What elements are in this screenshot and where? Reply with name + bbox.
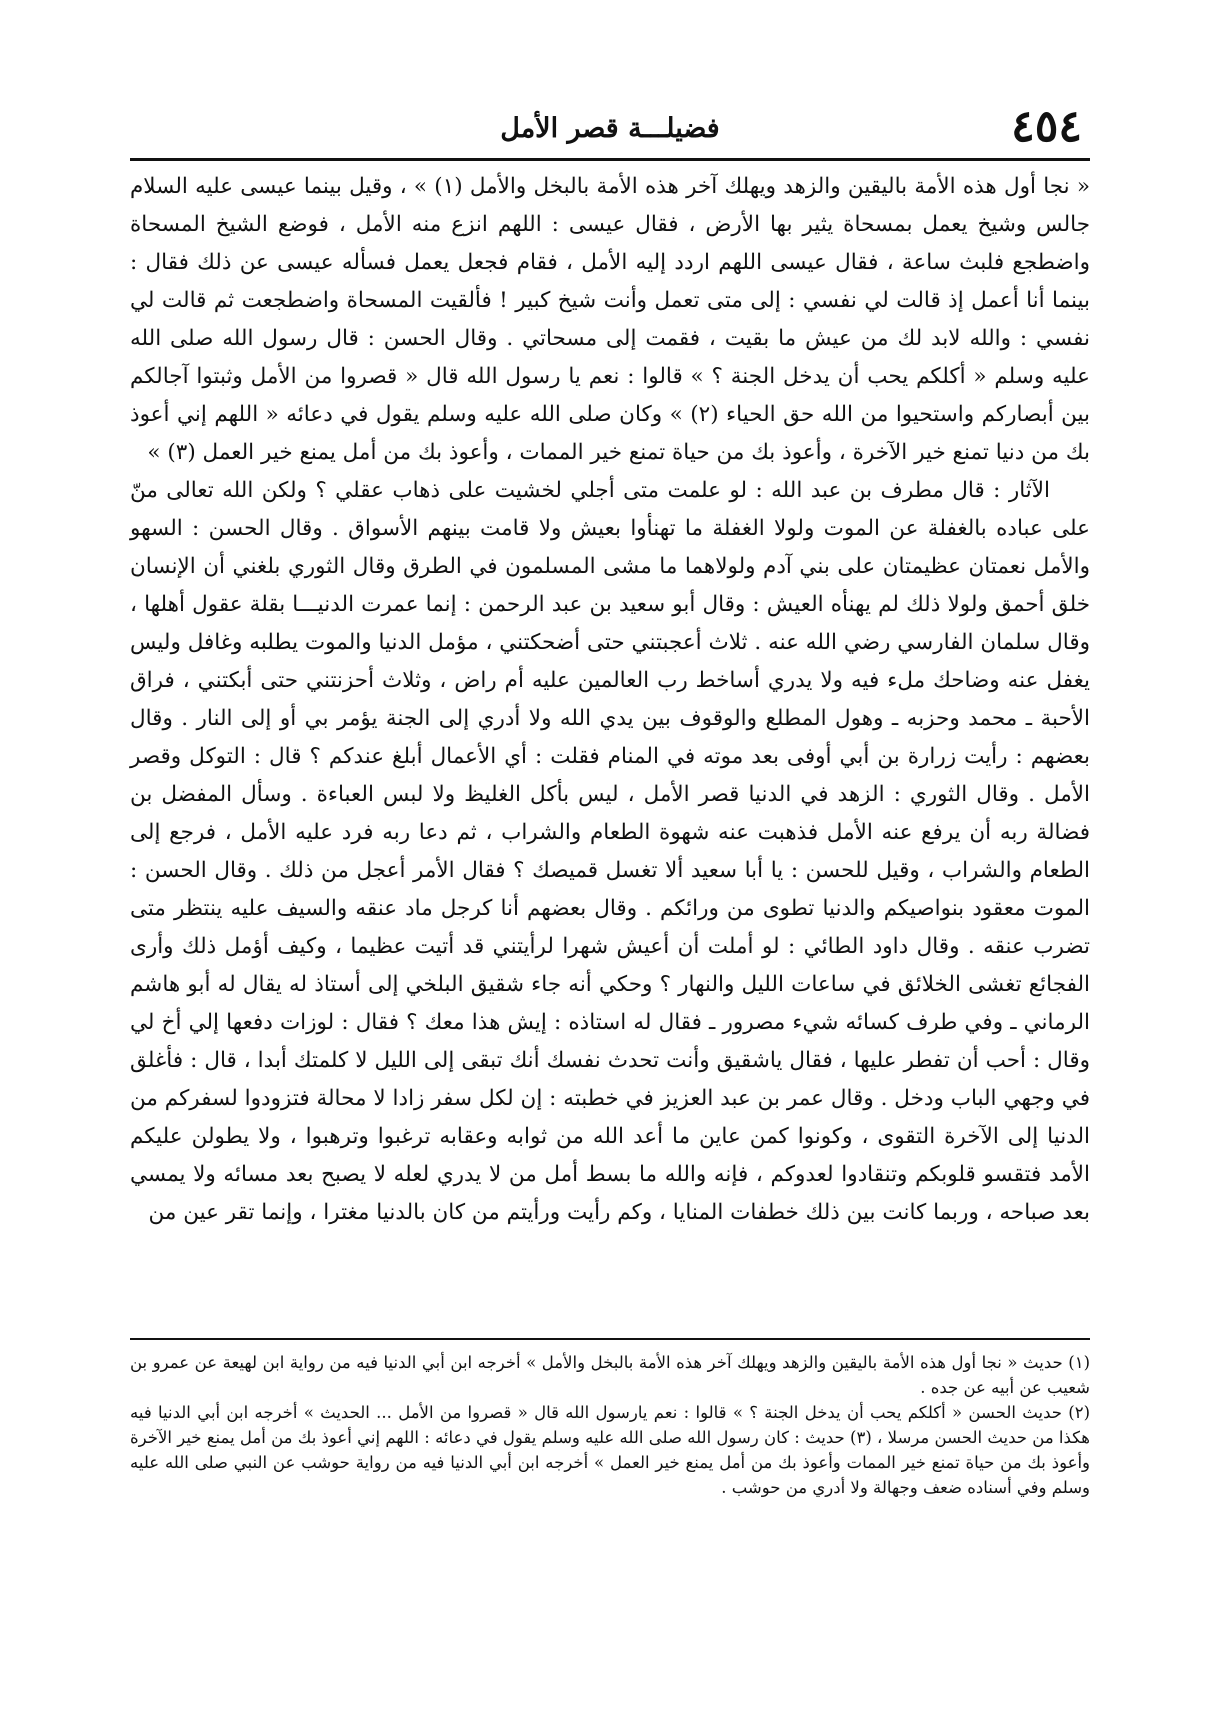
running-title: فضيلـــة قصر الأمل	[500, 113, 720, 144]
paragraph-hadith: « نجا أول هذه الأمة باليقين والزهد ويهلك آخر هذه الأمة بالبخل والأمل (١) » ، وقيل بينما عيسى عليه السلام جالس وشيخ يعمل بمسحاة يثير بها الأرض ، فقال عيسى : اللهم انزع منه الأمل ، فوضع الشيخ المسحاة واضطجع فلبث ساعة ، فقال عيسى اللهم اردد إليه الأمل ، فقام فجعل يعمل فسأله عيسى عن ذلك فقال : بينما أنا أعمل إذ قالت لي نفسي : إلى متى تعمل وأنت شيخ كبير ! فألقيت المسحاة واضطجعت ثم قالت لي نفسي : والله لابد لك من عيش ما بقيت ، فقمت إلى مسحاتي . وقال الحسن : قال رسول الله صلى الله عليه وسلم « أكلكم يحب أن يدخل الجنة ؟ » قالوا : نعم يا رسول الله قال « قصروا من الأمل وثبتوا آجالكم بين أبصاركم واستحيوا من الله حق الحياء (٢) » وكان صلى الله عليه وسلم يقول في دعائه « اللهم إني أعوذ بك من دنيا تمنع خير الآخرة ، وأعوذ بك من حياة تمنع خير الممات ، وأعوذ بك من أمل يمنع خير العمل (٣) »	[130, 174, 1091, 465]
footnote-divider	[130, 1338, 1090, 1340]
footnotes	[130, 1350, 1090, 1497]
main-text	[130, 168, 1090, 1318]
footnote-1: (١) حديث « نجا أول هذه الأمة باليقين والزهد ويهلك آخر هذه الأمة بالبخل والأمل » أخرجه ابن أبي الدنيا فيه من رواية ابن لهيعة عن عمرو بن شعيب عن أبيه عن جده .	[130, 1353, 1090, 1397]
footnote-2-3: (٢) حديث الحسن « أكلكم يحب أن يدخل الجنة ؟ » قالوا : نعم يارسول الله قال « قصروا من الأمل ... الحديث » أخرجه ابن أبي الدنيا فيه هكذا من حديث الحسن مرسلا ، (٣) حديث : كان رسول الله صلى الله عليه وسلم يقول في دعائه : اللهم إني أعوذ بك من أمل يمنع خير الآخرة وأعوذ بك من حياة تمنع خير الممات وأعوذ بك من أمل يمنع خير العمل » أخرجه ابن أبي الدنيا فيه من رواية حوشب عن النبي صلى الله عليه وسلم وفي أسناده ضعف وجهالة ولا أدري من حوشب .	[130, 1403, 1090, 1497]
page-number: ٤٥٤	[1011, 101, 1082, 152]
page-header	[130, 100, 1090, 161]
paragraph-athar: الآثار : قال مطرف بن عبد الله : لو علمت متى أجلي لخشيت على ذهاب عقلي ؟ ولكن الله تعالى منّ على عباده بالغفلة عن الموت ولولا الغفلة ما تهنأوا بعيش ولا قامت بينهم الأسواق . وقال الحسن : السهو والأمل نعمتان عظيمتان على بني آدم ولولاهما ما مشى المسلمون في الطرق وقال الثوري بلغني أن الإنسان خلق أحمق ولولا ذلك لم يهنأه العيش : وقال أبو سعيد بن عبد الرحمن : إنما عمرت الدنيـــا بقلة عقول أهلها ، وقال سلمان الفارسي رضي الله عنه . ثلاث أعجبتني حتى أضحكتني ، مؤمل الدنيا والموت يطلبه وغافل وليس يغفل عنه وضاحك ملء فيه ولا يدري أساخط رب العالمين عليه أم راض ، وثلاث أحزنتني حتى أبكتني ، فراق الأحبة ـ محمد وحزبه ـ وهول المطلع والوقوف بين يدي الله ولا أدري إلى الجنة يؤمر بي أو إلى النار . وقال بعضهم : رأيت زرارة بن أبي أوفى بعد موته في المنام فقلت : أي الأعمال أبلغ عندكم ؟ قال : التوكل وقصر الأمل . وقال الثوري : الزهد في الدنيا قصر الأمل ، ليس بأكل الغليظ ولا لبس العباءة . وسأل المفضل بن فضالة ربه أن يرفع عنه الأمل فذهبت عنه شهوة الطعام والشراب ، ثم دعا ربه فرد عليه الأمل ، فرجع إلى الطعام والشراب ، وقيل للحسن : يا أبا سعيد ألا تغسل قميصك ؟ فقال الأمر أعجل من ذلك . وقال الحسن : الموت معقود بنواصيكم والدنيا تطوى من ورائكم . وقال بعضهم أنا كرجل ماد عنقه والسيف عليه ينتظر متى تضرب عنقه . وقال داود الطائي : لو أملت أن أعيش شهرا لرأيتني قد أتيت عظيما ، وكيف أؤمل ذلك وأرى الفجائع تغشى الخلائق في ساعات الليل والنهار ؟ وحكي أنه جاء شقيق البلخي إلى أستاذ له يقال له أبو هاشم الرماني ـ وفي طرف كسائه شيء مصرور ـ فقال له استاذه : إيش هذا معك ؟ فقال : لوزات دفعها إلي أخ لي وقال : أحب أن تفطر عليها ، فقال ياشقيق وأنت تحدث نفسك أنك تبقى إلى الليل لا كلمتك أبدا ، قال : فأغلق في وجهي الباب ودخل . وقال عمر بن عبد العزيز في خطبته : إن لكل سفر زادا لا محالة فتزودوا لسفركم من الدنيا إلى الآخرة التقوى ، وكونوا كمن عاين ما أعد الله من ثوابه وعقابه ترغبوا وترهبوا ، ولا يطولن عليكم الأمد فتقسو قلوبكم وتنقادوا لعدوكم ، فإنه والله ما بسط أمل من لا يدري لعله لا يصبح بعد مسائه ولا يمسي بعد صباحه ، وربما كانت بين ذلك خطفات المنايا ، وكم رأيت ورأيتم من كان بالدنيا مغترا ، وإنما تقر عين من	[130, 478, 1090, 1225]
